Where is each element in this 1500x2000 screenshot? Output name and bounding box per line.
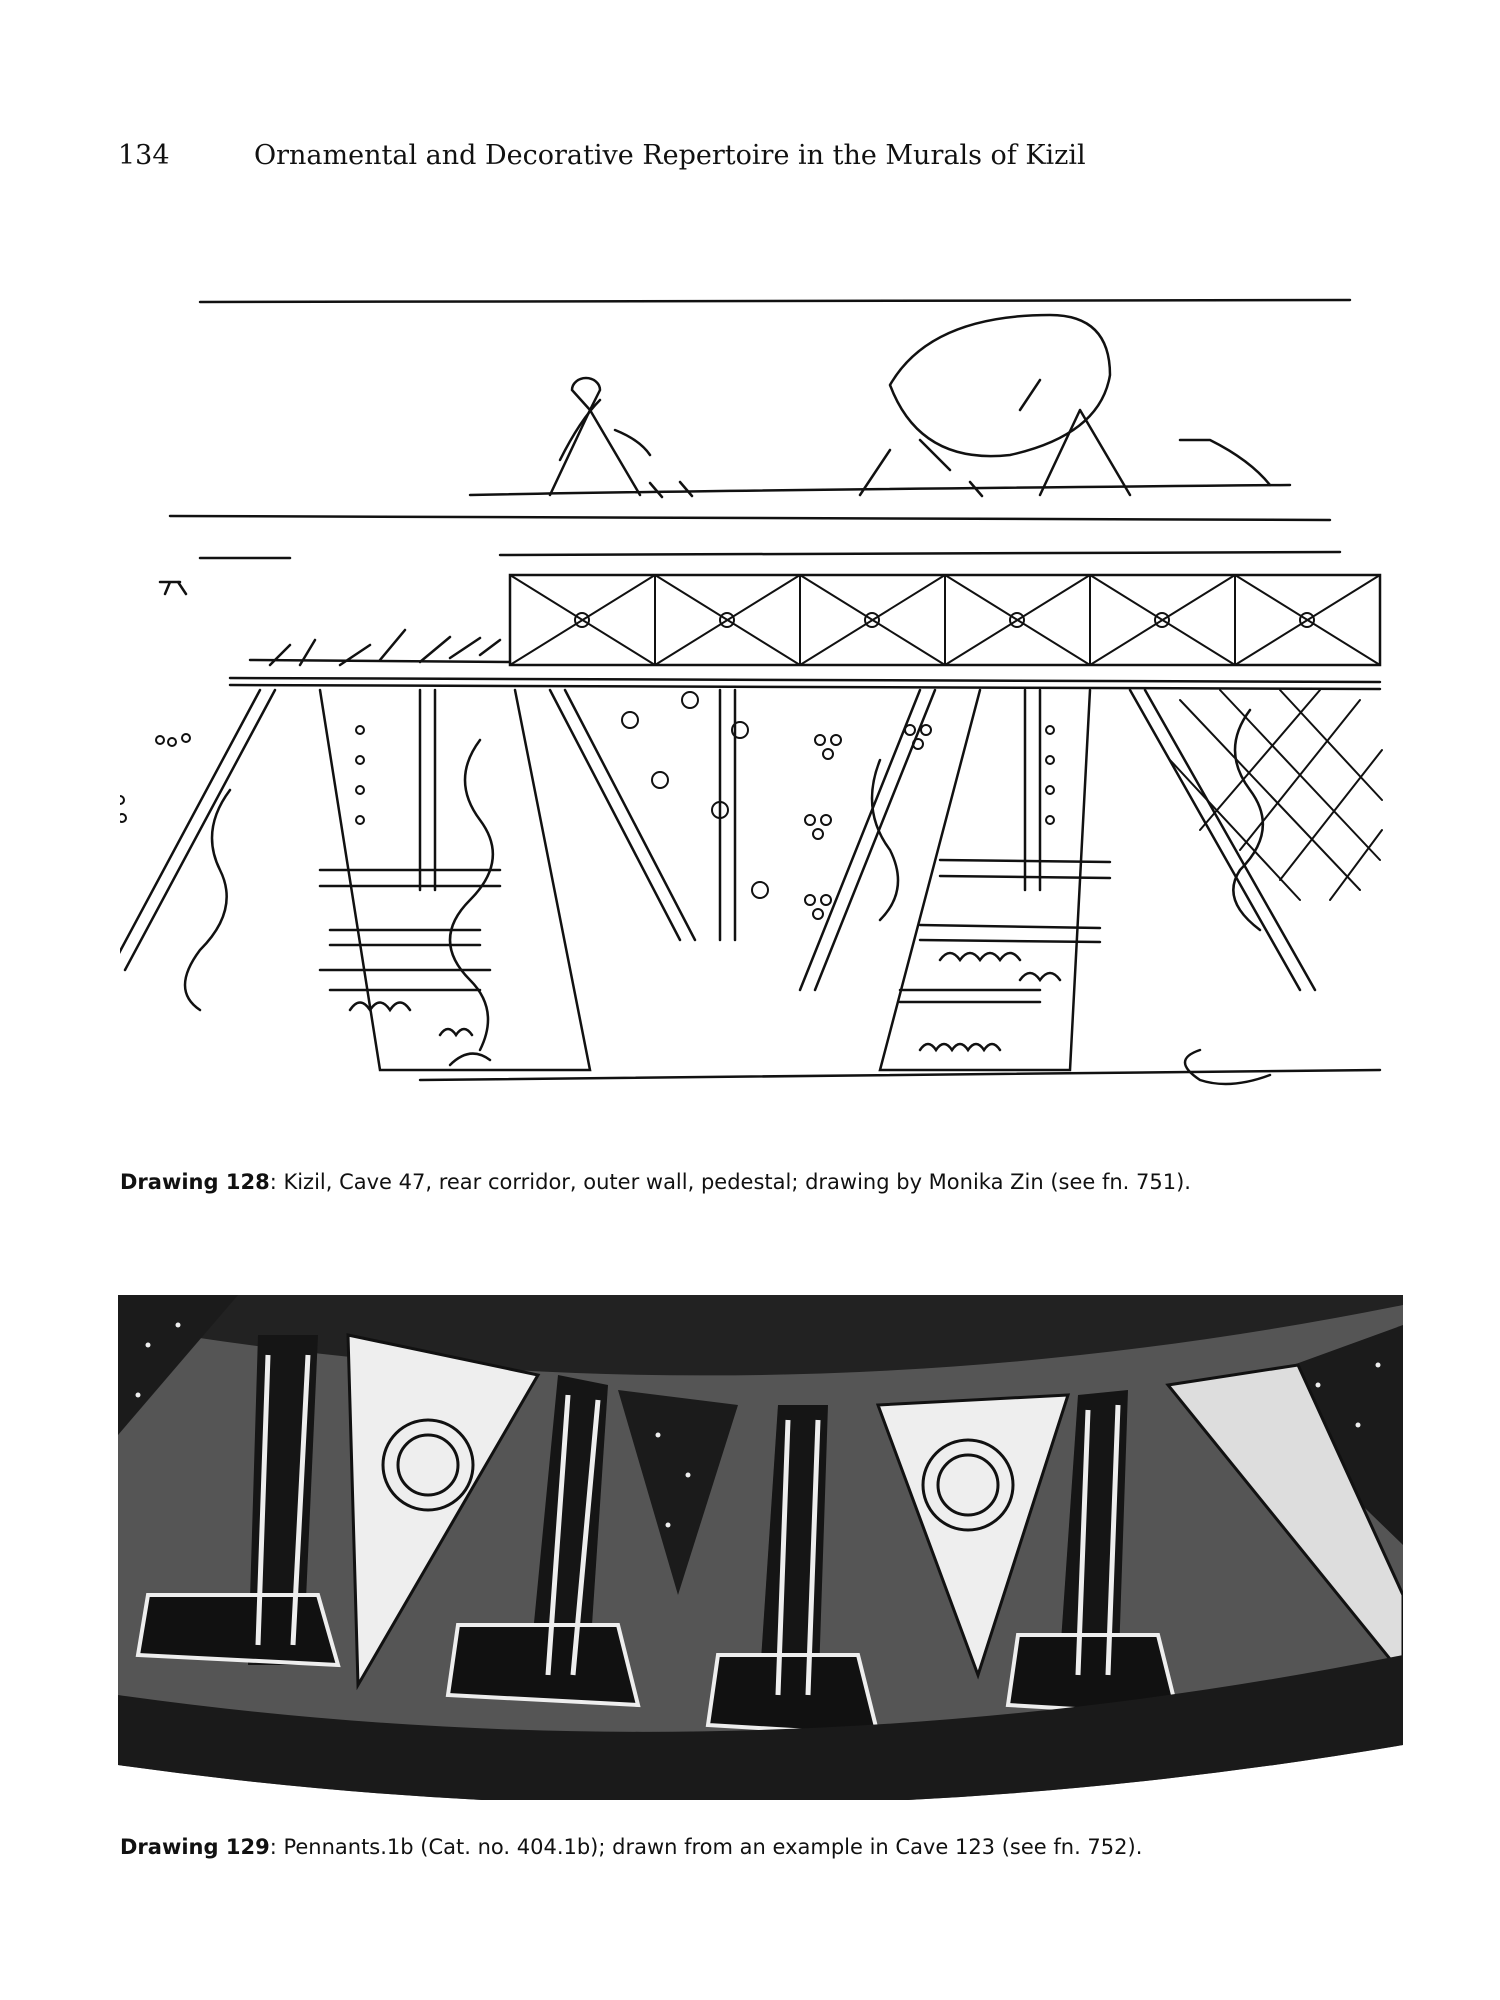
- drawing-128-caption: [120, 1170, 1191, 1194]
- page-number: 134: [118, 140, 170, 171]
- drawing-129-text: : Pennants.1b (Cat. no. 404.1b); drawn from an example in Cave 123 (see fn. 752).: [269, 1835, 1143, 1859]
- drawing-129-figure: [118, 1295, 1403, 1800]
- drawing-129-label: Drawing 129: [120, 1835, 270, 1859]
- running-title: Ornamental and Decorative Repertoire in the Murals of Kizil: [254, 140, 1086, 171]
- drawing-128-text: : Kizil, Cave 47, rear corridor, outer wall, pedestal; drawing by Monika Zin (see fn. 751).: [269, 1170, 1191, 1194]
- drawing-128-figure: [120, 290, 1400, 1130]
- pennants-band-drawing: [118, 1295, 1403, 1800]
- drawing-129-caption: [120, 1835, 1142, 1859]
- pedestal-line-drawing: [120, 290, 1400, 1130]
- page-header: [118, 140, 1418, 180]
- drawing-128-label: Drawing 128: [120, 1170, 270, 1194]
